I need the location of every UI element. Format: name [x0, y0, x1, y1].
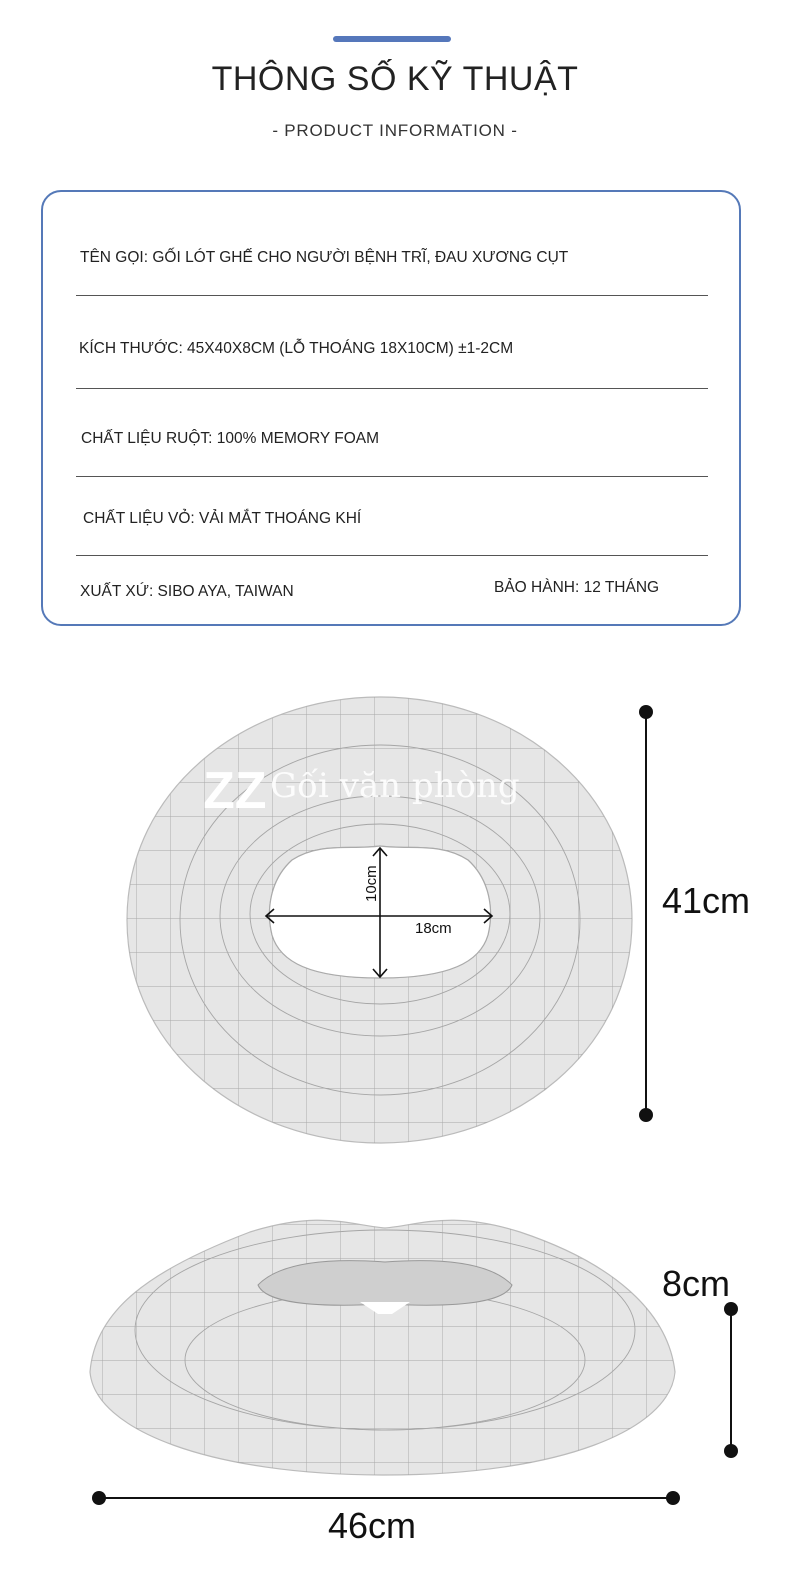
depth-label: 41cm	[662, 880, 751, 921]
page-title: THÔNG SỐ KỸ THUẬT	[211, 60, 579, 98]
spec-core-material: CHẤT LIỆU RUỘT: 100% MEMORY FOAM	[81, 430, 380, 447]
spec-divider	[76, 476, 708, 477]
thickness-dimension-line	[724, 1302, 738, 1458]
spec-cover-material: CHẤT LIỆU VỎ: VẢI MẮT THOÁNG KHÍ	[83, 510, 362, 527]
cushion-side-view	[90, 1205, 675, 1475]
hole-width-label: 18cm	[415, 920, 452, 937]
page-subtitle: - PRODUCT INFORMATION -	[272, 121, 518, 140]
width-label: 46cm	[327, 1505, 417, 1546]
watermark-logo: ZZ	[203, 762, 267, 820]
depth-dimension-line	[639, 705, 653, 1122]
cushion-diagram	[0, 650, 790, 1579]
spec-size: KÍCH THƯỚC: 45X40X8CM (LỖ THOÁNG 18X10CM) ±1-2CM	[79, 340, 514, 357]
spec-divider	[76, 388, 708, 389]
width-dimension-line	[92, 1491, 680, 1505]
hole-height-label: 10cm	[363, 865, 380, 902]
thickness-label: 8cm	[662, 1263, 731, 1304]
spec-divider	[76, 555, 708, 556]
spec-name: TÊN GỌI: GỐI LÓT GHẾ CHO NGƯỜI BỆNH TRĨ, ĐAU XƯƠNG CỤT	[80, 249, 569, 266]
spec-origin: XUẤT XỨ: SIBO AYA, TAIWAN	[80, 583, 294, 600]
title-accent-bar	[333, 36, 451, 42]
spec-warranty: BẢO HÀNH: 12 THÁNG	[494, 579, 660, 596]
spec-divider	[76, 295, 708, 296]
watermark-text: Gối văn phòng	[270, 766, 520, 806]
